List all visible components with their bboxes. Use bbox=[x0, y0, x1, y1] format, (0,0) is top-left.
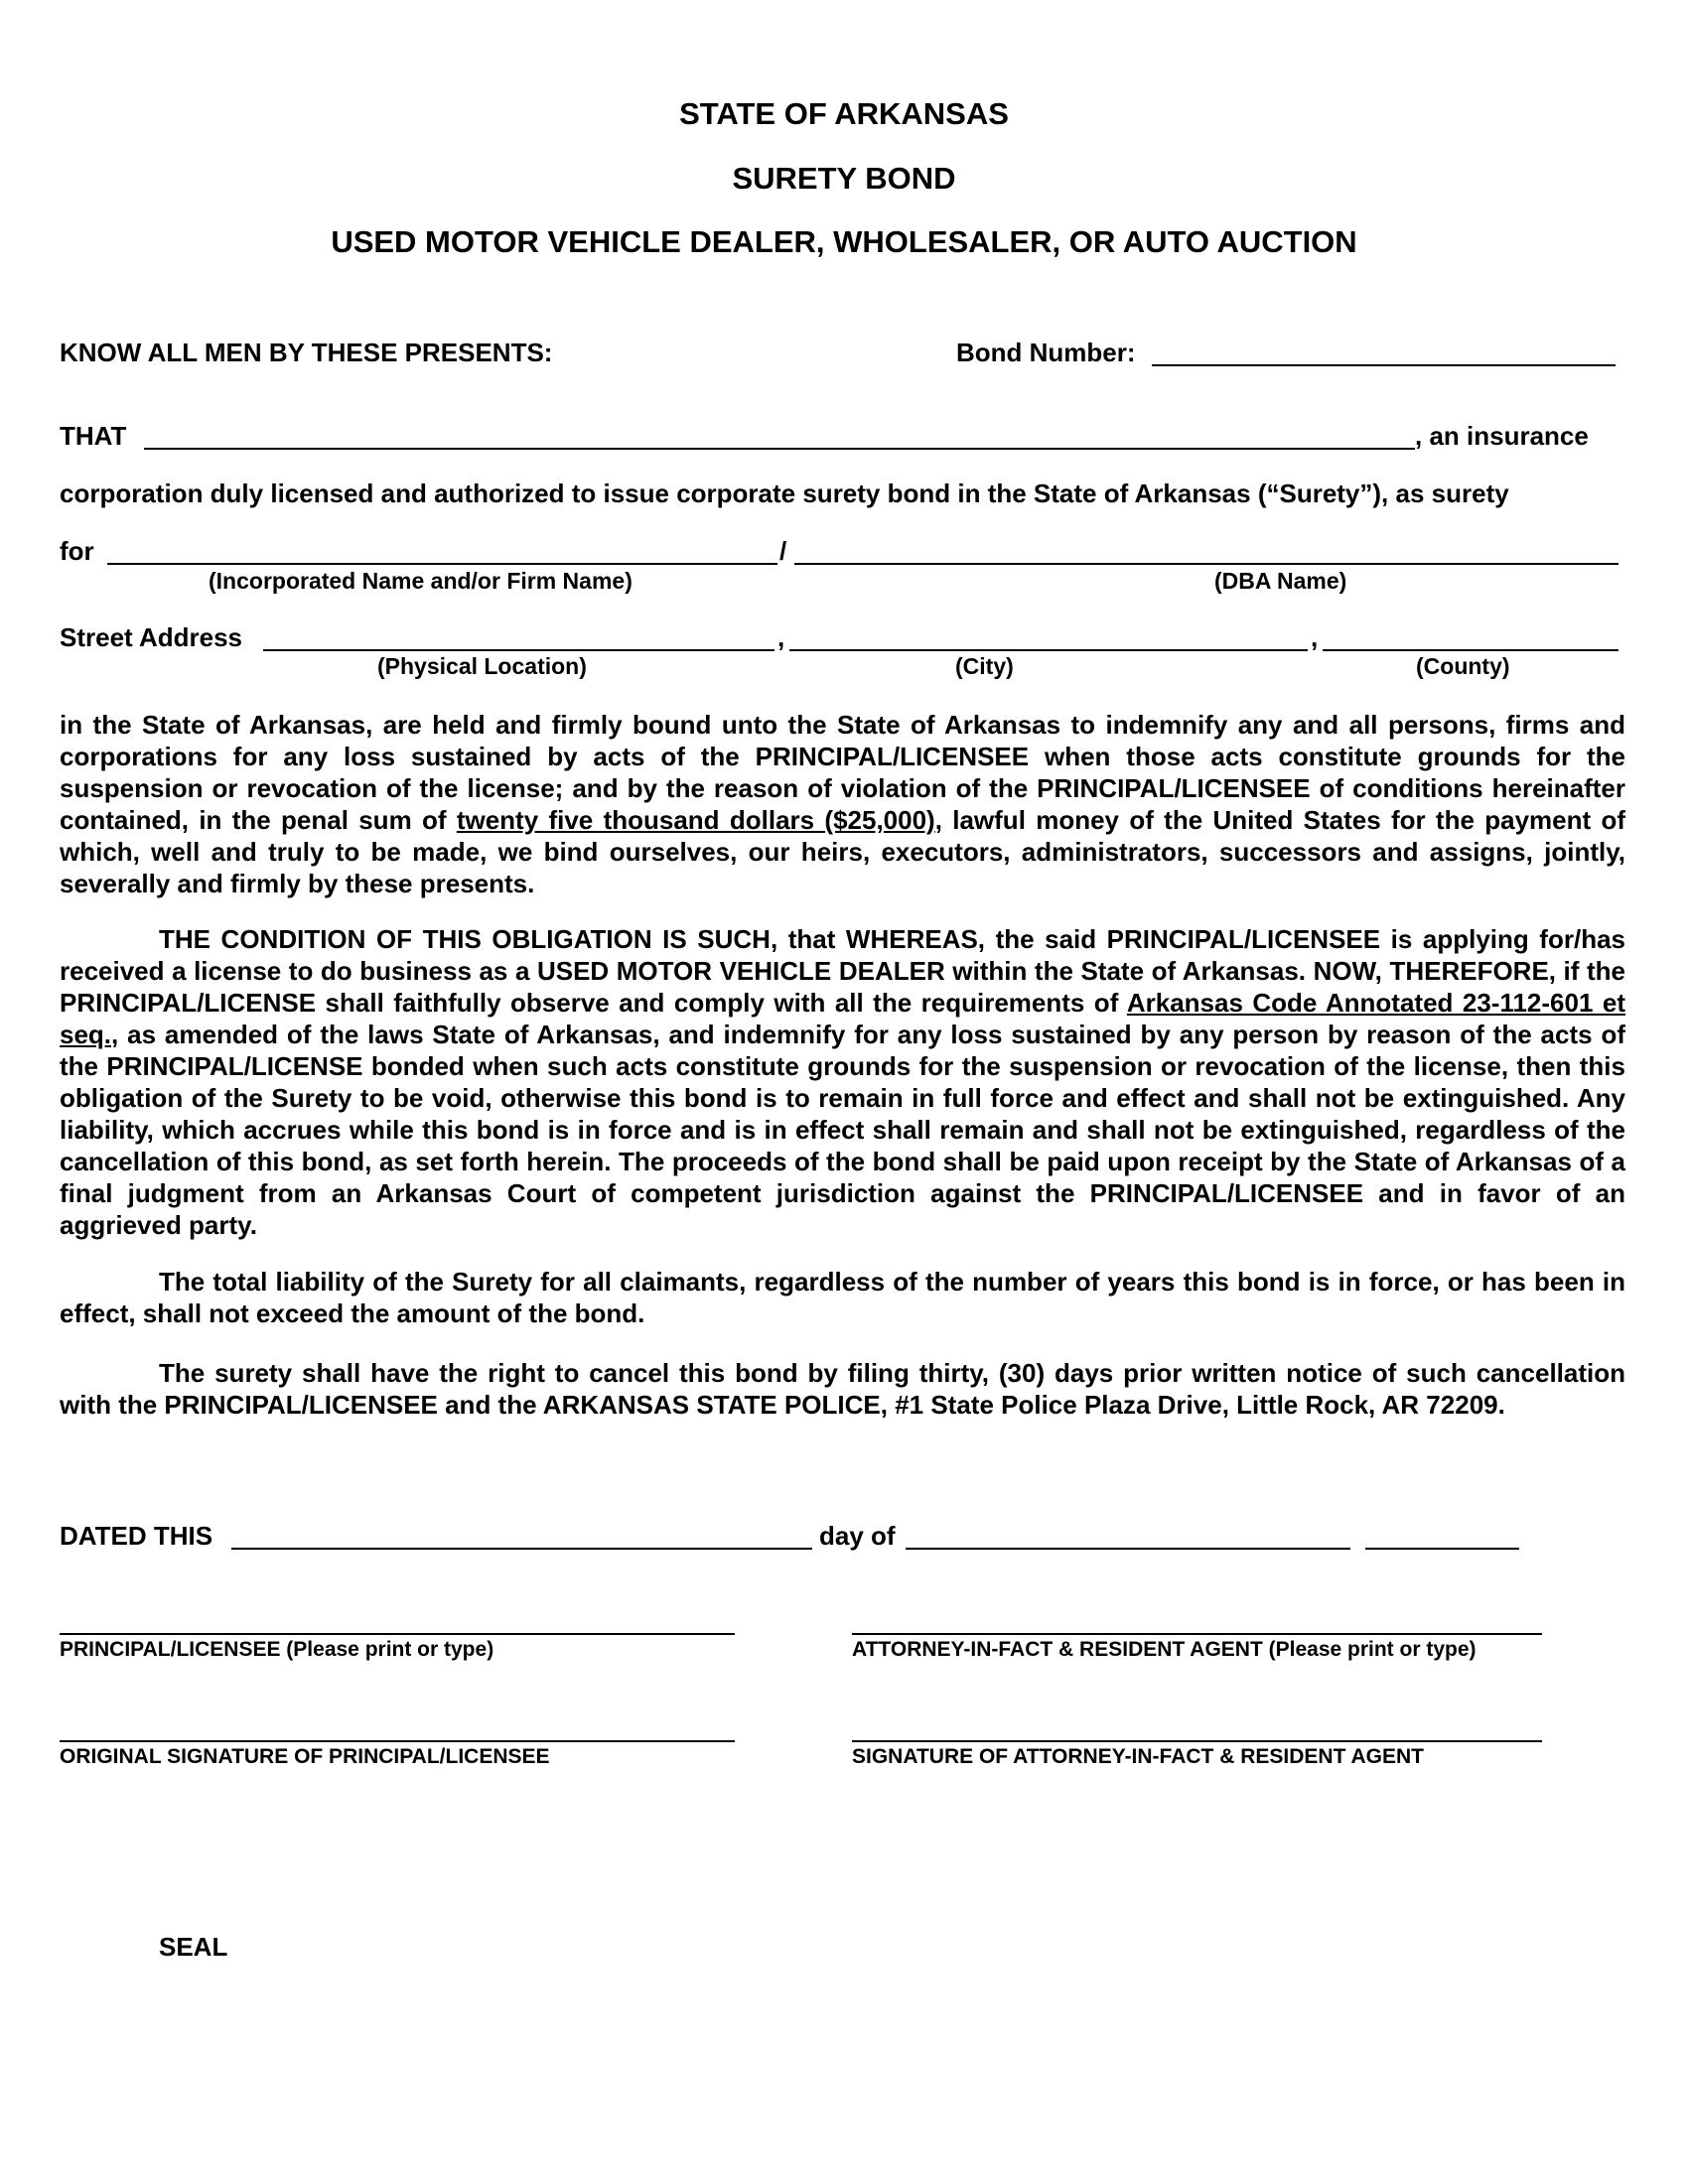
that-label: THAT bbox=[60, 421, 127, 451]
paragraph-cancellation bbox=[60, 1357, 1625, 1421]
address-comma-1: , bbox=[777, 622, 785, 652]
arkansas-code-reference: Arkansas Code Annotated 23-112-601 et seq. bbox=[60, 988, 1625, 1049]
incorporated-name-caption: (Incorporated Name and/or Firm Name) bbox=[209, 568, 633, 594]
know-all-men-label: KNOW ALL MEN BY THESE PRESENTS: bbox=[60, 338, 553, 367]
paragraph-total-liability bbox=[60, 1266, 1625, 1329]
corporation-text: corporation duly licensed and authorized to issue corporate surety bond in the State of Arkansas (“Surety”), as surety bbox=[60, 478, 1509, 508]
city-field[interactable] bbox=[789, 649, 1308, 651]
physical-location-field[interactable] bbox=[263, 649, 774, 651]
dated-day-field[interactable] bbox=[231, 1548, 812, 1550]
address-comma-2: , bbox=[1311, 622, 1319, 652]
paragraph-total-liability-text: The total liability of the Surety for all claimants, regardless of the number of years this bond is in force, or has been in effect, shall not exceed the amount of the bond. bbox=[60, 1267, 1625, 1328]
dated-month-field[interactable] bbox=[906, 1548, 1350, 1550]
dated-year-field[interactable] bbox=[1365, 1548, 1519, 1550]
bond-number-label: Bond Number: bbox=[956, 338, 1136, 367]
county-caption: (County) bbox=[1416, 653, 1510, 679]
incorporated-name-field[interactable] bbox=[107, 563, 777, 565]
paragraph-condition-text-2: , as amended of the laws State of Arkansas, and indemnify for any loss sustained by any person by reason of the acts of the PRINCIPAL/LICENSE bonded when such acts constitute grounds for the suspension or revocation of the license, then this obligation of the Surety to be void, otherwise this bond is to remain in full force and effect and shall not be extinguished. Any liability, which accrues while this bond is in force and is in effect shall remain and shall not be extinguished, regardless of the cancellation of this bond, as set forth herein. The proceeds of the bond shall be paid upon receipt by the State of Arkansas of a final judgment from an Arkansas Court of competent jurisdiction against the PRINCIPAL/LICENSEE and in favor of an aggrieved party. bbox=[60, 1020, 1625, 1240]
principal-signature-field[interactable] bbox=[60, 1740, 735, 1742]
paragraph-indemnity-text-1: in the State of Arkansas, are held and firmly bound unto the State of Arkansas to indemnify any and all persons, firms and corporations for any loss sustained by acts of the PRINCIPAL/LICENSEE when those acts constitute grounds for the suspension or revocation of the license; and by the reason of violation of the PRINCIPAL/LICENSEE of conditions hereinafter contained, in the penal sum of bbox=[60, 710, 1625, 835]
dated-this-label: DATED THIS bbox=[60, 1521, 213, 1551]
title-dealer-type: USED MOTOR VEHICLE DEALER, WHOLESALER, OR AUTO AUCTION bbox=[331, 224, 1357, 259]
attorney-signature-caption: SIGNATURE OF ATTORNEY-IN-FACT & RESIDENT AGENT bbox=[852, 1745, 1424, 1768]
paragraph-condition-text-1: THE CONDITION OF THIS OBLIGATION IS SUCH, that WHEREAS, the said PRINCIPAL/LICENSEE is applying for/has received a license to do business as a USED MOTOR VEHICLE DEALER within the State of Arkansas. NOW, THEREFORE, if the PRINCIPAL/LICENSE shall faithfully observe and comply with all the requirements of bbox=[60, 924, 1625, 1018]
attorney-print-field[interactable] bbox=[852, 1633, 1542, 1635]
for-label: for bbox=[60, 536, 94, 566]
city-caption: (City) bbox=[955, 653, 1014, 679]
street-address-label: Street Address bbox=[60, 622, 242, 652]
county-field[interactable] bbox=[1323, 649, 1618, 651]
bond-number-field[interactable] bbox=[1152, 364, 1616, 366]
paragraph-condition bbox=[60, 923, 1625, 1241]
paragraph-cancellation-text: The surety shall have the right to cancel this bond by filing thirty, (30) days prior written notice of such cancellation with the PRINCIPAL/LICENSEE and the ARKANSAS STATE POLICE, #1 State Police Plaza Drive, Little Rock, AR 72209. bbox=[60, 1358, 1625, 1420]
title-surety-bond: SURETY BOND bbox=[732, 161, 956, 196]
dba-name-caption: (DBA Name) bbox=[1214, 568, 1347, 594]
principal-print-caption: PRINCIPAL/LICENSEE (Please print or type) bbox=[60, 1638, 494, 1661]
principal-signature-caption: ORIGINAL SIGNATURE OF PRINCIPAL/LICENSEE bbox=[60, 1745, 550, 1768]
insurance-suffix: , an insurance bbox=[1415, 421, 1589, 451]
title-state: STATE OF ARKANSAS bbox=[679, 96, 1009, 131]
day-of-label: day of bbox=[819, 1521, 896, 1551]
attorney-print-caption: ATTORNEY-IN-FACT & RESIDENT AGENT (Please print or type) bbox=[852, 1638, 1477, 1661]
penal-sum-amount: twenty five thousand dollars ($25,000) bbox=[456, 805, 935, 835]
attorney-signature-field[interactable] bbox=[852, 1740, 1542, 1742]
physical-location-caption: (Physical Location) bbox=[377, 653, 587, 679]
principal-print-field[interactable] bbox=[60, 1633, 735, 1635]
surety-name-field[interactable] bbox=[144, 448, 1415, 450]
dba-name-field[interactable] bbox=[794, 563, 1618, 565]
name-separator: / bbox=[779, 536, 787, 566]
paragraph-indemnity bbox=[60, 709, 1625, 899]
paragraph-indemnity-text-2: , lawful money of the United States for the payment of which, well and truly to be made, we bind ourselves, our heirs, executors, administrators, successors and assigns, jointly, severally and firmly by these presents. bbox=[60, 805, 1625, 898]
seal-label: SEAL bbox=[159, 1932, 228, 1962]
